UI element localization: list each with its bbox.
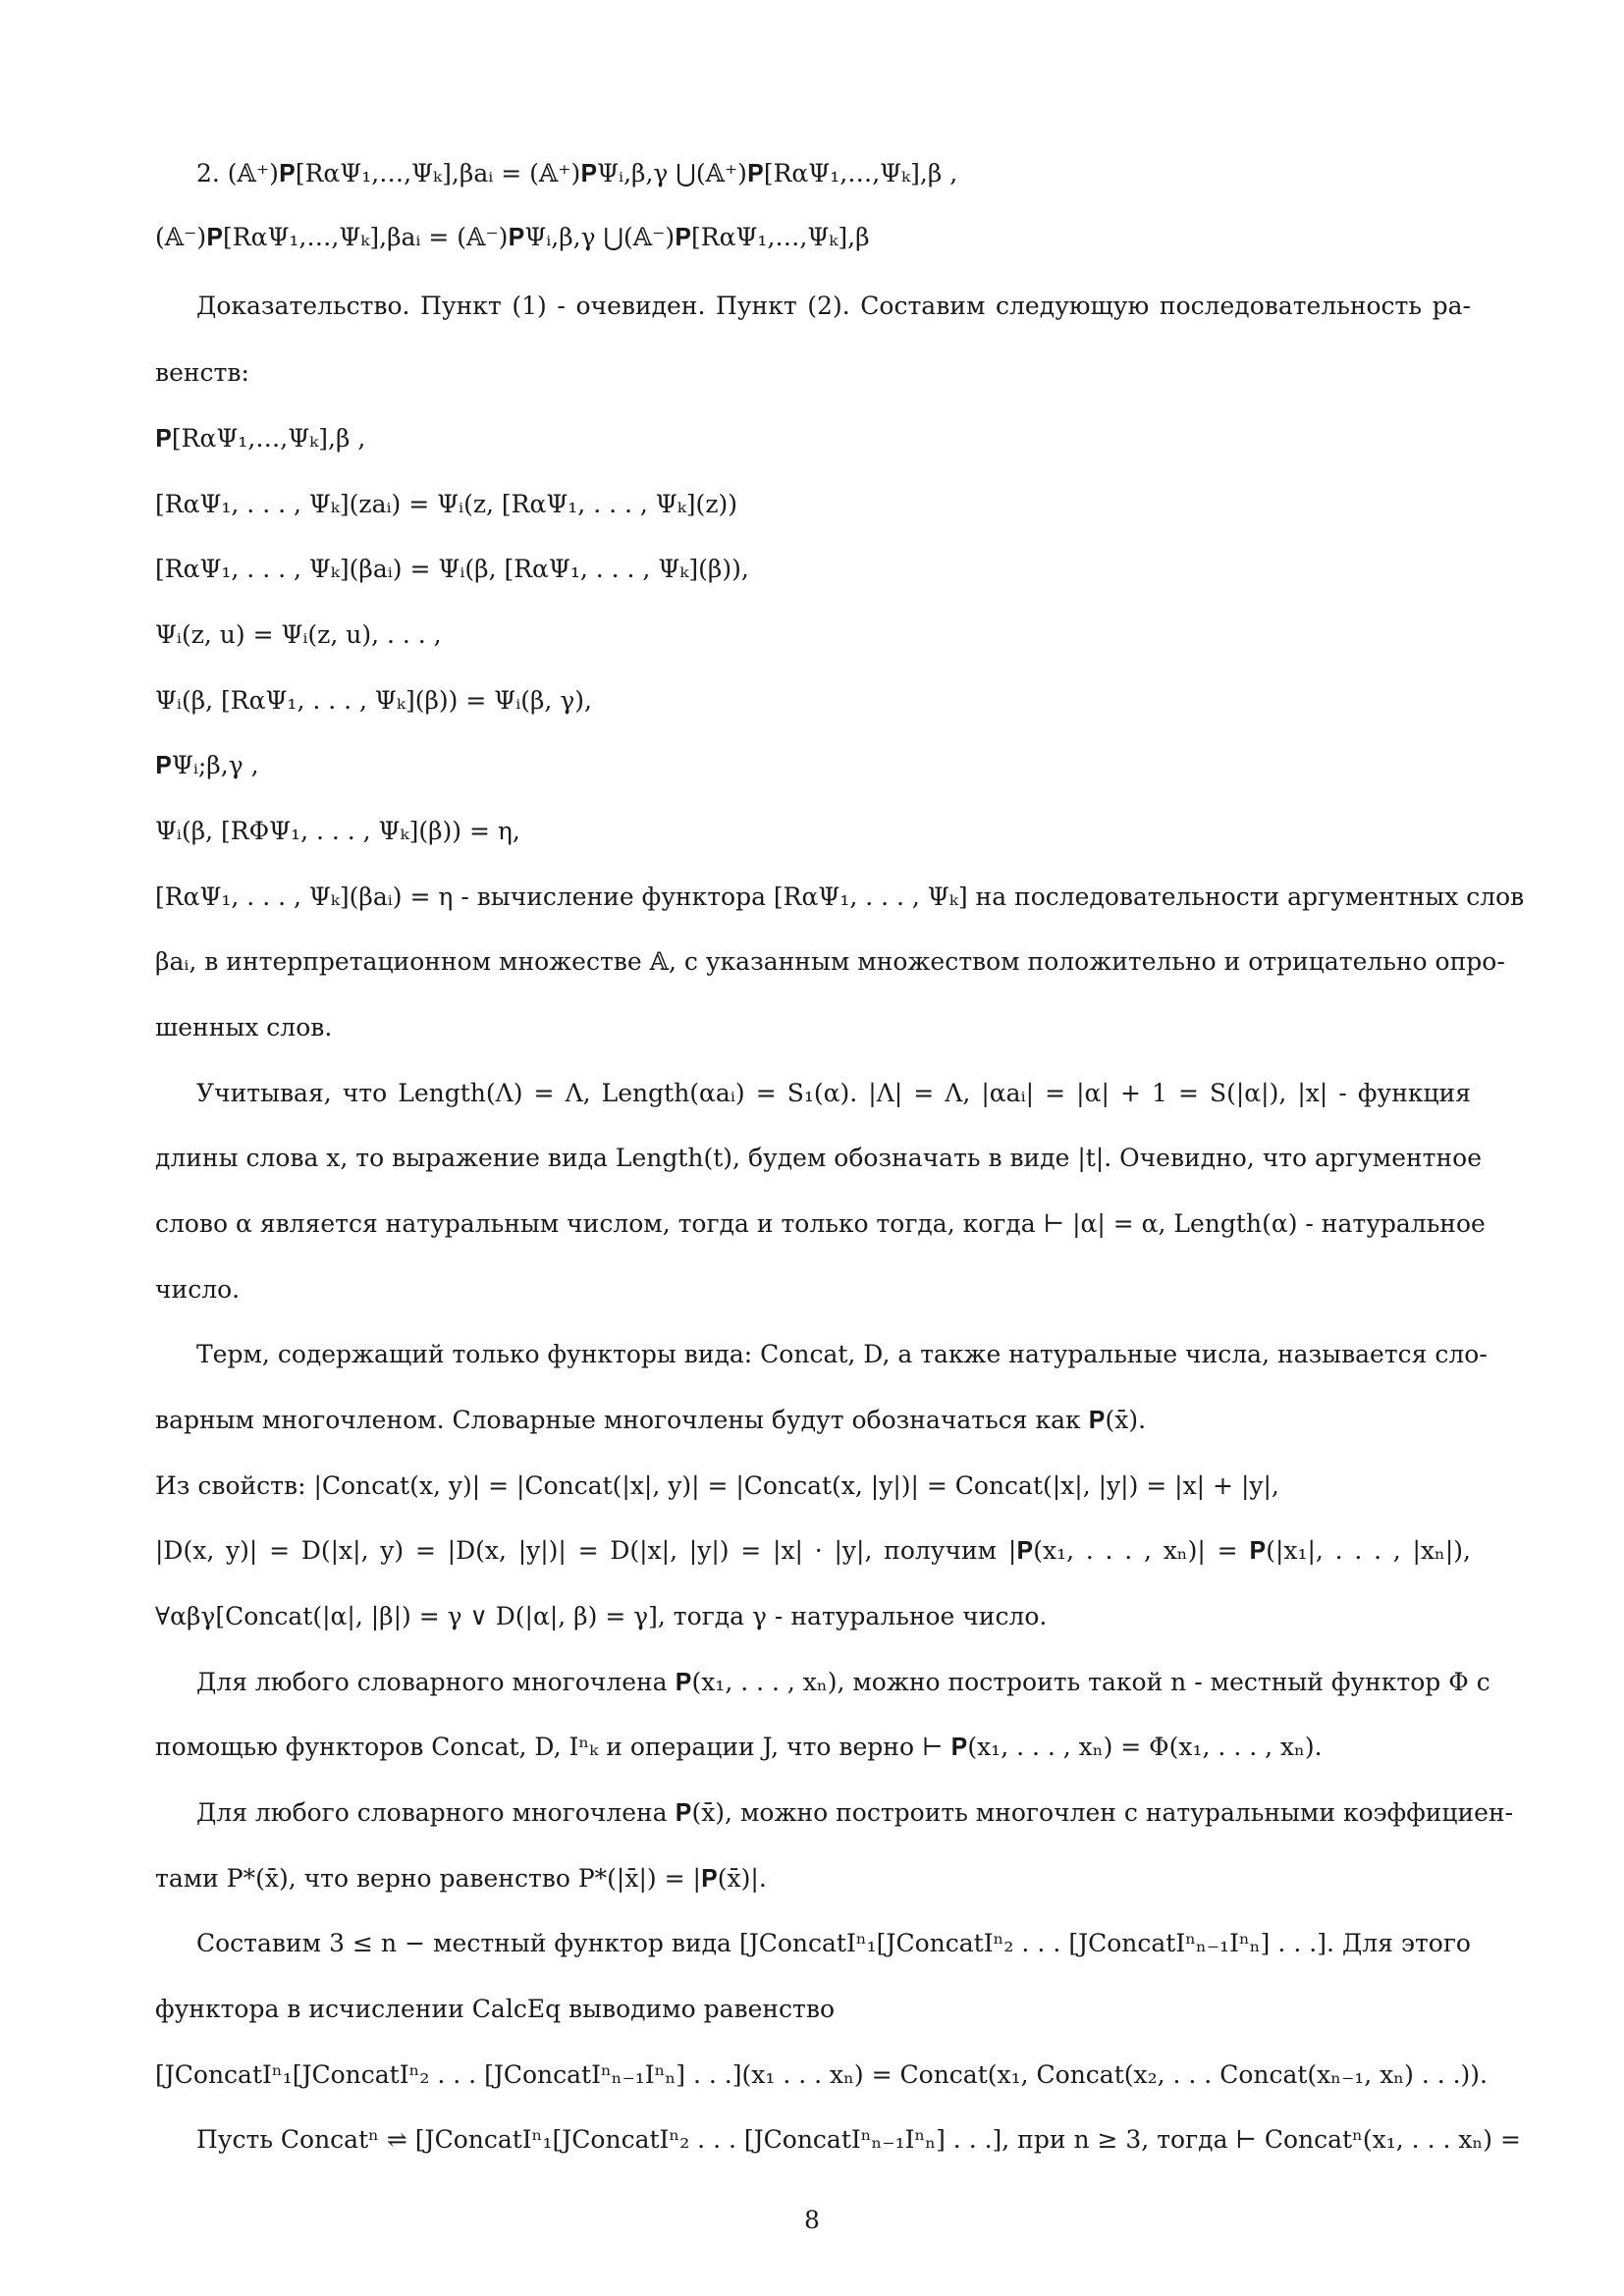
formula-line: Ψᵢ(β, [RΦΨ₁, . . . , Ψₖ](β)) = η, xyxy=(155,817,520,845)
paragraph-line: Пусть Concatⁿ ⇌ [JConcatIⁿ₁[JConcatIⁿ₂ . . . [JConcatIⁿₙ₋₁Iⁿₙ] . . .], при n ≥ 3, тогда ⊢ Concatⁿ(x₁, . . . xₙ) = xyxy=(196,2125,1521,2154)
paragraph-line: варным многочленом. Словарные многочлены будут обозначаться как 𝐏(x̄). xyxy=(155,1406,1147,1434)
paragraph-line: Учитывая, что Length(Λ) = Λ, Length(αaᵢ) = S₁(α). |Λ| = Λ, |αaᵢ| = |α| + 1 = S(|α|), |x| - функция xyxy=(196,1079,1471,1107)
paragraph-line: βaᵢ, в интерпретационном множестве 𝔸, с указанным множеством положительно и отрицательно опро- xyxy=(155,947,1505,976)
paragraph-line: длины слова x, то выражение вида Length(t), будем обозначать в виде |t|. Очевидно, что аргументное xyxy=(155,1144,1483,1172)
formula-line: 𝐏Ψᵢ;β,γ , xyxy=(155,751,259,779)
paragraph-line: Доказательство. Пункт (1) - очевиден. Пункт (2). Составим следующую последовательность ра- xyxy=(196,292,1471,320)
paragraph-line: слово α является натуральным числом, тогда и только тогда, когда ⊢ |α| = α, Length(α) - натуральное xyxy=(155,1209,1486,1238)
paragraph-line: Для любого словарного многочлена 𝐏(x̄), можно построить многочлен с натуральными коэффициен- xyxy=(196,1798,1514,1827)
formula-line: [RαΨ₁, . . . , Ψₖ](zaᵢ) = Ψᵢ(z, [RαΨ₁, . . . , Ψₖ](z)) xyxy=(155,490,737,518)
paragraph-line: число. xyxy=(155,1275,241,1304)
formula-line: Ψᵢ(β, [RαΨ₁, . . . , Ψₖ](β)) = Ψᵢ(β, γ), xyxy=(155,686,592,715)
paragraph-line: шенных слов. xyxy=(155,1013,333,1041)
paragraph-line: Терм, содержащий только функторы вида: Concat, D, а также натуральные числа, называется сло- xyxy=(196,1340,1488,1368)
paragraph-line: |D(x, y)| = D(|x|, y) = |D(x, |y|)| = D(|x|, |y|) = |x| · |y|, получим |𝐏(x₁, . . . , xₙ)| = 𝐏(|x₁|, . . . , |xₙ|), xyxy=(155,1536,1471,1565)
paragraph-line: помощью функторов Concat, D, Iⁿₖ и операции J, что верно ⊢ 𝐏(x₁, . . . , xₙ) = Φ(x₁, . . . , xₙ). xyxy=(155,1733,1323,1761)
paragraph-line: тами P*(x̄), что верно равенство P*(|x̄|) = |𝐏(x̄)|. xyxy=(155,1864,767,1893)
paragraph-line: функтора в исчислении CalcEq выводимо равенство xyxy=(155,1995,836,2023)
paragraph-line: ∀αβγ[Concat(|α|, |β|) = γ ∨ D(|α|, β) = γ], тогда γ - натуральное число. xyxy=(155,1602,1048,1630)
formula-line: 𝐏[RαΨ₁,…,Ψₖ],β , xyxy=(155,424,366,453)
paragraph-line: [RαΨ₁, . . . , Ψₖ](βaᵢ) = η - вычисление функтора [RαΨ₁, . . . , Ψₖ] на последовательности аргументных слов xyxy=(155,882,1525,911)
paragraph-line: Для любого словарного многочлена 𝐏(x₁, . . . , xₙ), можно построить такой n - местный функтор Φ с xyxy=(196,1668,1490,1696)
formula-line: (𝔸⁻)𝐏[RαΨ₁,…,Ψₖ],βaᵢ = (𝔸⁻)𝐏Ψᵢ,β,γ ⋃(𝔸⁻)𝐏[RαΨ₁,…,Ψₖ],β xyxy=(155,223,870,251)
formula-line: 2. (𝔸⁺)𝐏[RαΨ₁,…,Ψₖ],βaᵢ = (𝔸⁺)𝐏Ψᵢ,β,γ ⋃(𝔸⁺)𝐏[RαΨ₁,…,Ψₖ],β , xyxy=(196,159,958,187)
paragraph-line: Составим 3 ≤ n − местный функтор вида [JConcatIⁿ₁[JConcatIⁿ₂ . . . [JConcatIⁿₙ₋₁Iⁿₙ] . . .]. Для этого xyxy=(196,1929,1471,1957)
page-number: 8 xyxy=(804,2206,820,2234)
formula-line: [JConcatIⁿ₁[JConcatIⁿ₂ . . . [JConcatIⁿₙ₋₁Iⁿₙ] . . .](x₁ . . . xₙ) = Concat(x₁, Concat(x₂, . . . Concat(xₙ₋₁, xₙ) . . .)). xyxy=(155,2060,1489,2089)
formula-line: [RαΨ₁, . . . , Ψₖ](βaᵢ) = Ψᵢ(β, [RαΨ₁, . . . , Ψₖ](β)), xyxy=(155,555,749,583)
paragraph-line: венств: xyxy=(155,358,249,387)
formula-line: Ψᵢ(z, u) = Ψᵢ(z, u), . . . , xyxy=(155,620,442,649)
paragraph-line: Из свойств: |Concat(x, y)| = |Concat(|x|, y)| = |Concat(x, |y|)| = Concat(|x|, |y|) = |x| + |y|, xyxy=(155,1471,1279,1500)
